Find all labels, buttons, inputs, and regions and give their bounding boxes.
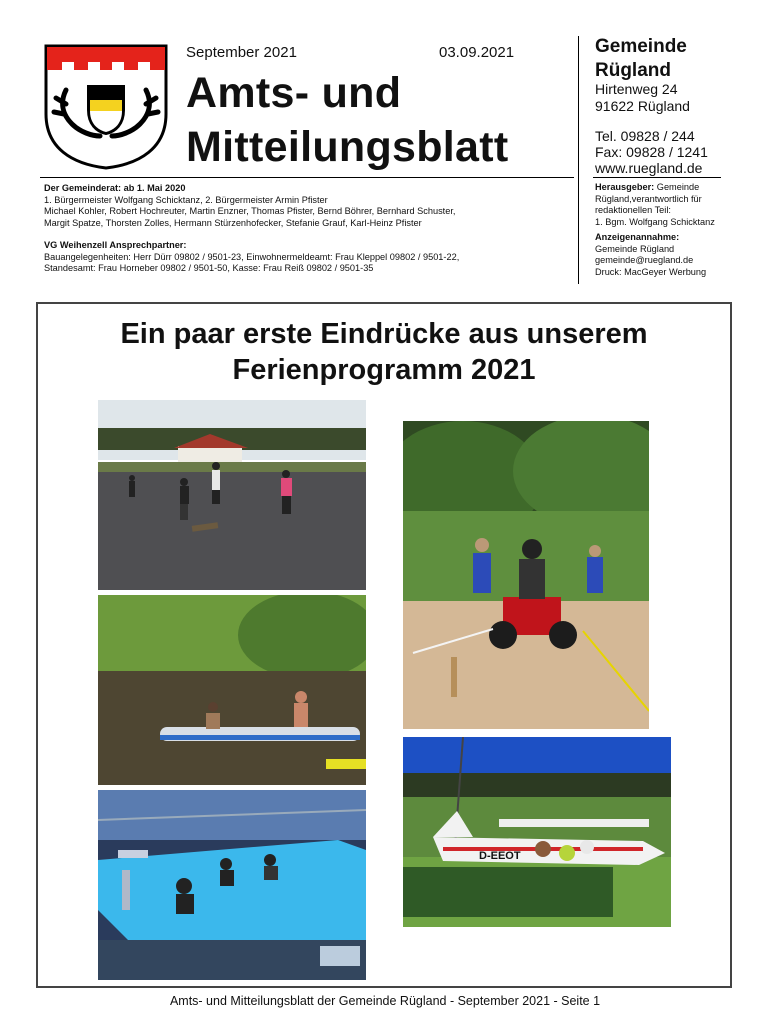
council-line3: Margit Spatze, Thorsten Zolles, Hermann Stürzenhofecker, Stefanie Grauf, Karl-Heinz Pfister xyxy=(44,217,422,228)
issue-month: September 2021 xyxy=(186,44,297,61)
publisher-line2: Rügland,verantwortlich für xyxy=(595,193,702,204)
vg-line2: Standesamt: Frau Horneber 09802 / 9501-50, Kasse: Frau Reiß 09802 / 9501-35 xyxy=(44,263,374,273)
photo-quad-bike xyxy=(403,421,649,729)
issue-date: 03.09.2021 xyxy=(439,44,515,61)
ads-line1: Gemeinde Rügland xyxy=(595,243,675,254)
council-info xyxy=(44,183,574,229)
publisher-info xyxy=(595,182,735,228)
photo-stand-up-paddle xyxy=(98,595,366,785)
address-street: Hirtenweg 24 xyxy=(595,81,678,97)
council-line1: 1. Bürgermeister Wolfgang Schicktanz, 2. Bürgermeister Armin Pfister xyxy=(44,194,328,205)
municipality-name-line2: Rügland xyxy=(595,60,671,81)
page-footer: Amts- und Mitteilungsblatt der Gemeinde Rügland - September 2021 - Seite 1 xyxy=(169,994,601,1008)
photo-skateboarding xyxy=(98,400,366,590)
ads-info xyxy=(595,232,735,278)
municipality-name-line1: Gemeinde xyxy=(595,36,687,57)
publisher-label: Herausgeber: xyxy=(595,182,655,192)
headline-line1: Ein paar erste Eindrücke aus unserem xyxy=(120,318,648,350)
ads-label: Anzeigenannahme: xyxy=(595,232,680,242)
ads-line3: Druck: MacGeyer Werbung xyxy=(595,266,707,277)
publisher-line3: redaktionellen Teil: xyxy=(595,205,671,215)
fax-number: Fax: 09828 / 1241 xyxy=(595,144,708,160)
newsletter-title-line1: Amts- und xyxy=(186,69,402,117)
council-line2: Michael Kohler, Robert Hochreuter, Martin Enzner, Thomas Pfister, Bernd Böhrer, Bernhard Schuster, xyxy=(44,206,456,216)
header-horizontal-divider xyxy=(40,177,574,178)
main-headline xyxy=(36,316,732,388)
vg-heading: VG Weihenzell Ansprechpartner: xyxy=(44,240,187,250)
address-city: 91622 Rügland xyxy=(595,98,690,114)
photo-pool-diving xyxy=(98,790,366,980)
vg-line1: Bauangelegenheiten: Herr Dürr 09802 / 9501-23, Einwohnermeldeamt: Frau Kleppel 09802 / 9501-22, xyxy=(44,251,460,262)
municipality-coat-of-arms xyxy=(44,44,168,170)
publisher-line1: Gemeinde xyxy=(656,182,700,192)
plane-registration: D-EEOT xyxy=(479,850,521,862)
phone-number: Tel. 09828 / 244 xyxy=(595,128,695,144)
vg-contacts xyxy=(44,240,574,275)
right-column-divider xyxy=(593,177,721,178)
newsletter-title-line2: Mitteilungsblatt xyxy=(186,123,509,171)
council-heading: Der Gemeinderat: ab 1. Mai 2020 xyxy=(44,183,186,193)
publisher-line4: 1. Bgm. Wolfgang Schicktanz xyxy=(595,216,715,227)
ads-email[interactable]: gemeinde@ruegland.de xyxy=(595,255,694,265)
website-link[interactable]: www.ruegland.de xyxy=(595,160,703,176)
headline-line2: Ferienprogramm 2021 xyxy=(232,354,536,386)
photo-airplane xyxy=(403,737,671,927)
header-vertical-divider xyxy=(578,36,579,284)
